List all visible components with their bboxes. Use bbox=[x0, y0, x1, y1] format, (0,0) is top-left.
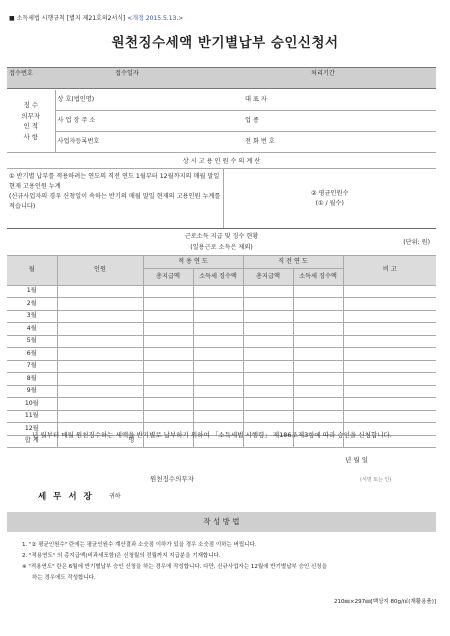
representative-field[interactable]: 대 표 자 bbox=[243, 90, 436, 111]
receipt-date-field[interactable]: 접수일자 bbox=[113, 68, 309, 89]
prev-tax-cell[interactable] bbox=[293, 410, 343, 423]
prev-tax-cell[interactable] bbox=[293, 323, 343, 336]
instructions-heading: 작 성 방 법 bbox=[7, 512, 436, 532]
current-tax-cell[interactable] bbox=[193, 398, 243, 411]
prev-pay-cell[interactable] bbox=[243, 285, 293, 298]
remark-cell[interactable] bbox=[343, 373, 436, 386]
tax-office-suffix: 귀하 bbox=[109, 493, 121, 500]
monthly-payment-table bbox=[7, 228, 436, 448]
page-title: 원천징수세액 반기별납부 승인신청서 bbox=[111, 35, 339, 51]
staff-cell[interactable] bbox=[57, 323, 143, 336]
prev-tax-cell[interactable] bbox=[293, 310, 343, 323]
instructions-list bbox=[22, 540, 427, 584]
staff-cell[interactable] bbox=[57, 348, 143, 361]
staff-cell[interactable] bbox=[57, 335, 143, 348]
prev-tax-cell[interactable] bbox=[293, 348, 343, 361]
form-reference bbox=[9, 13, 183, 22]
staff-cell[interactable] bbox=[57, 398, 143, 411]
month-label: 12월 bbox=[7, 423, 57, 436]
staff-cell[interactable] bbox=[57, 285, 143, 298]
month-label: 5월 bbox=[7, 335, 57, 348]
prev-tax-cell[interactable] bbox=[293, 360, 343, 373]
month-label: 6월 bbox=[7, 348, 57, 361]
month-label: 4월 bbox=[7, 323, 57, 336]
current-pay-cell[interactable] bbox=[143, 335, 193, 348]
current-pay-cell[interactable] bbox=[143, 285, 193, 298]
processing-period-field[interactable]: 처리기간 bbox=[309, 68, 436, 89]
receipt-number-field[interactable]: 접수번호 bbox=[7, 68, 113, 89]
table-row bbox=[7, 285, 436, 298]
staff-cell[interactable] bbox=[57, 310, 143, 323]
tax-office-name: 세 무 서 장 bbox=[38, 492, 94, 502]
current-tax-cell[interactable] bbox=[193, 410, 243, 423]
month-label: 3월 bbox=[7, 310, 57, 323]
col-current-tax: 소득세 징수액 bbox=[193, 268, 243, 285]
current-pay-cell[interactable] bbox=[143, 298, 193, 311]
prev-pay-cell[interactable] bbox=[243, 373, 293, 386]
current-tax-cell[interactable] bbox=[193, 310, 243, 323]
paper-size-note: 210㎜×297㎜[백상지 80g/㎡(재활용품)] bbox=[334, 599, 436, 605]
table-row bbox=[7, 385, 436, 398]
table-row bbox=[7, 310, 436, 323]
calc-heading: 상 시 고 용 인 원 수 의 계 산 bbox=[7, 156, 436, 169]
phone-field[interactable]: 전 화 번 호 bbox=[243, 132, 436, 153]
table-row bbox=[7, 335, 436, 348]
prev-tax-cell[interactable] bbox=[293, 385, 343, 398]
month-label: 7월 bbox=[7, 360, 57, 373]
current-pay-cell[interactable] bbox=[143, 398, 193, 411]
table-row bbox=[7, 373, 436, 386]
current-tax-cell[interactable] bbox=[193, 323, 243, 336]
remark-cell[interactable] bbox=[343, 285, 436, 298]
total-unit: 명 bbox=[128, 437, 135, 445]
current-pay-cell[interactable] bbox=[143, 410, 193, 423]
item2-formula: (① / 월수) bbox=[315, 199, 344, 207]
current-pay-cell[interactable] bbox=[143, 323, 193, 336]
item2-label: ② 평균인원수 bbox=[311, 189, 349, 197]
instruction-item: 1. "② 평균인원수" 란에는 평균인원수 계산결과 소숫점 이하가 있을 경우 소숫점 이하는 버립니다. bbox=[22, 542, 257, 548]
monthly-heading-row bbox=[7, 229, 436, 256]
month-label: 2월 bbox=[7, 298, 57, 311]
remark-cell[interactable] bbox=[343, 398, 436, 411]
business-type-field[interactable]: 업 종 bbox=[243, 111, 436, 132]
item1-label: ① 반기별 납부를 적용하려는 연도의 직전 연도 1월부터 12월까지의 매월 말일 현재 고용인원 누계 bbox=[9, 173, 220, 190]
col-prev-total-pay: 총지급액 bbox=[243, 268, 293, 285]
current-pay-cell[interactable] bbox=[143, 373, 193, 386]
table-row bbox=[7, 298, 436, 311]
total-label: 합 계 bbox=[7, 435, 57, 448]
unit-label: (단위: 원) bbox=[403, 239, 431, 246]
current-tax-cell[interactable] bbox=[193, 385, 243, 398]
table-row bbox=[7, 398, 436, 411]
prev-pay-cell[interactable] bbox=[243, 398, 293, 411]
application-date[interactable]: 년 월 일 bbox=[345, 456, 368, 464]
application-statement: 년 월부터 매월 원천징수하는 세액을 반기별로 납부하기 위하여 「소득세법 시행령」 제186조제3항에 따라 승인을 신청합니다. bbox=[32, 431, 392, 439]
current-tax-cell[interactable] bbox=[193, 373, 243, 386]
month-label: 10월 bbox=[7, 398, 57, 411]
business-address-field[interactable]: 사 업 장 주 소 bbox=[55, 111, 243, 132]
table-row bbox=[7, 323, 436, 336]
prev-pay-cell[interactable] bbox=[243, 310, 293, 323]
headcount-calc-table bbox=[7, 156, 436, 229]
col-month-header: 월 bbox=[7, 256, 57, 286]
prev-pay-cell[interactable] bbox=[243, 385, 293, 398]
prev-tax-cell[interactable] bbox=[293, 298, 343, 311]
col-current-total-pay: 총지급액 bbox=[143, 268, 193, 285]
prev-pay-cell[interactable] bbox=[243, 348, 293, 361]
applicant-section-label: 징 수 의무자 인 적 사 항 bbox=[7, 90, 55, 153]
current-tax-cell[interactable] bbox=[193, 298, 243, 311]
staff-cell[interactable] bbox=[57, 360, 143, 373]
col-staff-header: 인원 bbox=[57, 256, 143, 286]
business-reg-number-field[interactable]: 사업자등록번호 bbox=[55, 132, 243, 153]
previous-year-header: 직 전 연 도 bbox=[243, 256, 343, 269]
remark-cell[interactable] bbox=[343, 360, 436, 373]
prev-pay-cell[interactable] bbox=[243, 335, 293, 348]
table-row bbox=[7, 348, 436, 361]
table-row bbox=[7, 360, 436, 373]
remark-cell[interactable] bbox=[343, 348, 436, 361]
current-pay-cell[interactable] bbox=[143, 360, 193, 373]
receipt-table bbox=[7, 67, 436, 89]
instruction-item: ※ "적용연도" 란은 6월에 반기별납부 승인 신청을 하는 경우에 작성합니다. 다만, 신규사업자는 12월에 반기별납부 승인 신청을 bbox=[22, 564, 327, 570]
current-tax-cell[interactable] bbox=[193, 335, 243, 348]
form-ref-text: ■ 소득세법 시행규칙 [별지 제21호의2서식] bbox=[9, 15, 128, 22]
applicant-info-table bbox=[7, 90, 436, 153]
col-prev-tax: 소득세 징수액 bbox=[293, 268, 343, 285]
prev-tax-cell[interactable] bbox=[293, 398, 343, 411]
monthly-heading: 근로소득 지급 및 징수 현황 bbox=[184, 233, 259, 240]
cumulative-headcount-field[interactable] bbox=[7, 169, 223, 229]
item1-note: (신규사업자의 경우 신청일이 속하는 반기의 매월 말일 현재의 고용인원 누계를 적습니다) bbox=[9, 193, 221, 210]
staff-cell[interactable] bbox=[57, 373, 143, 386]
current-tax-cell[interactable] bbox=[193, 348, 243, 361]
current-pay-cell[interactable] bbox=[143, 348, 193, 361]
current-pay-cell[interactable] bbox=[143, 310, 193, 323]
current-tax-cell[interactable] bbox=[193, 285, 243, 298]
instruction-item: 2. "적용연도" 의 총지급액(비과세포함)은 신청월의 전월까지 지급분을 기재합니다. bbox=[22, 553, 221, 559]
prev-pay-cell[interactable] bbox=[243, 410, 293, 423]
prev-tax-cell[interactable] bbox=[293, 373, 343, 386]
average-headcount-field[interactable] bbox=[223, 169, 436, 229]
remark-cell[interactable] bbox=[343, 310, 436, 323]
staff-cell[interactable] bbox=[57, 385, 143, 398]
staff-cell[interactable] bbox=[57, 410, 143, 423]
prev-tax-cell[interactable] bbox=[293, 335, 343, 348]
instruction-item: 하는 경우에도 작성합니다. bbox=[32, 575, 96, 581]
table-row bbox=[7, 410, 436, 423]
remark-cell[interactable] bbox=[343, 298, 436, 311]
month-label: 8월 bbox=[7, 373, 57, 386]
staff-cell[interactable] bbox=[57, 298, 143, 311]
month-label: 1월 bbox=[7, 285, 57, 298]
col-remark-header: 비 고 bbox=[343, 256, 436, 286]
current-year-header: 적 용 연 도 bbox=[143, 256, 243, 269]
prev-pay-cell[interactable] bbox=[243, 323, 293, 336]
prev-tax-cell[interactable] bbox=[293, 285, 343, 298]
prev-pay-cell[interactable] bbox=[243, 298, 293, 311]
remark-cell[interactable] bbox=[343, 410, 436, 423]
revision-link[interactable]: <개정 2015.5.13.> bbox=[127, 15, 184, 22]
signature-note[interactable]: (서명 또는 인) bbox=[360, 477, 392, 483]
month-label: 11월 bbox=[7, 410, 57, 423]
remark-cell[interactable] bbox=[343, 323, 436, 336]
monthly-subheading: (일용근로 소득은 제외) bbox=[190, 244, 253, 251]
month-label: 9월 bbox=[7, 385, 57, 398]
current-pay-cell[interactable] bbox=[143, 385, 193, 398]
remark-cell[interactable] bbox=[343, 385, 436, 398]
remark-cell[interactable] bbox=[343, 335, 436, 348]
company-name-field[interactable]: 상 호(법인명) bbox=[55, 90, 243, 111]
prev-pay-cell[interactable] bbox=[243, 360, 293, 373]
applicant-label: 원천징수의무자 bbox=[150, 475, 194, 483]
current-tax-cell[interactable] bbox=[193, 360, 243, 373]
